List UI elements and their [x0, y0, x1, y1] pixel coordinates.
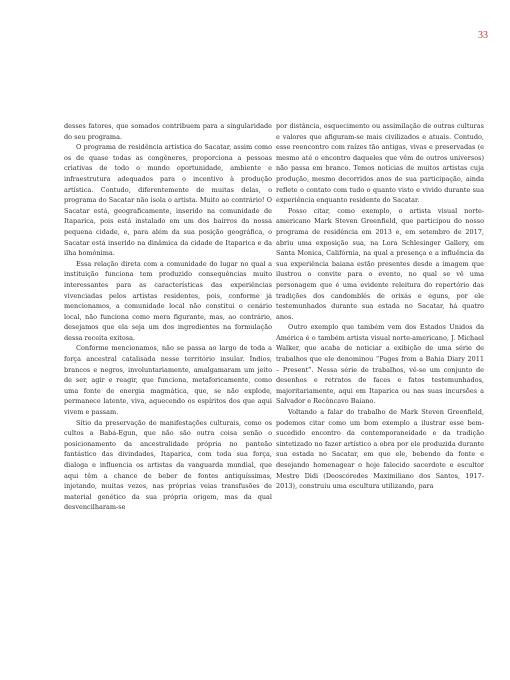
paragraph: Conforme mencionamos, não se passa ao largo de toda a força ancestral catalisada nesse território insular. Índios, brancos e negros, involuntariamente, amalgamaram um jeito de ser, agir e reagir, que funciona, metaforicamente, como uma fonte de energia magmática, que, se não explode, permanece latente, viva, aquecendo os espíritos dos que aqui vivem e passam.	[64, 344, 272, 417]
paragraph: Sítio da preservação de manifestações culturais, como os cultos a Babá-Egun, que não são outra coisa senão o posicionamento da ancestralidade própria no panteão fantástico das divindades, Itaparica, com toda sua força, dialoga e influencia os artistas da vanguarda mundial, que aqui têm a chance de beber de fontes antiquíssimas, injetando, muitas vezes, nas próprias veias transfusões de material genético da sua própria origem, mas da qual desvencilharam-se	[64, 418, 272, 512]
paragraph: Posso citar, como exemplo, o artista visual norte-americano Mark Steven Greenfield, que participou do nosso programa de residência em 2013 e, em setembro de 2017, abriu uma exposição sua, na Lora Schlesinger Gallery, em Santa Monica, Califórnia, na qual a presença e a influência da sua experiência baiana estão presentes desde a imagem que ilustrou o convite para o evento, no qual se vê uma personagem que é uma evidente releitura do repertório das tradições dos candomblés de orixás e eguns, por ele testemunhados durante sua estada no Sacatar, há quatro anos.	[276, 206, 484, 321]
paragraph: desses fatores, que somados contribuem para a singularidade do seu programa.	[64, 122, 272, 141]
left-column	[64, 121, 272, 513]
paragraph: por distância, esquecimento ou assimilação de outras culturas e valores que afiguram-se mais civilizados e atuais. Contudo, esse reencontro com raízes tão antigas, vivas e preservadas (e mesmo até o encontro daqueles que vêm de outros universos) não passa em branco. Temos notícias de muitos artistas cuja produção, mesmo decorridos anos de sua participação, ainda reflete o contato com tudo o quanto visto e vivido durante sua experiência enquanto residente do Sacatar.	[276, 122, 484, 205]
paragraph: Voltando a falar do trabalho de Mark Steven Greenfield, podemos citar como um bom exemplo a ilustrar esse bem-sucedido encontro da contemporaneidade e da tradição sintetizado no fazer artístico a obra por ele produzida durante sua estada no Sacatar, em que ele, bebendo da fonte e desejando homenagear o hoje falecido sacerdote e escultor Mestre Didi (Deoscóredes Maximiliano dos Santos, 1917-2013), construiu uma escultura utilizando, para	[276, 408, 484, 491]
paragraph: Essa relação direta com a comunidade do lugar no qual a instituição funciona tem produzido consequências muito interessantes para as características das experiências vivenciadas pelos artistas residentes, pois, conforme já mencionamos, a comunidade local não constitui o cenário local, não funciona como mera figurante, mas, ao contrário, desejamos que ela seja um dos ingredientes na formulação dessa receita exitosa.	[64, 259, 272, 342]
paragraph: O programa de residência artística do Sacatar, assim como os de quase todas as congêneres, proporciona a pessoas criativas de todo o mundo oportunidade, ambiente e infraestrutura adequados para o incentivo à produção artística. Contudo, diferentemente de muitas delas, o programa do Sacatar não isola o artista. Muito ao contrário! O Sacatar está, geograficamente, inserido na comunidade de Itaparica, pois está instalado em um dos bairros da nossa pequena cidade, e, para além da sua posição geográfica, o Sacatar está inserido na dinâmica da cidade de Itaparica e da ilha homônima.	[64, 143, 272, 258]
paragraph: Outro exemplo que também vem dos Estados Unidos da América é o também artista visual norte-americano, J. Michael Walker, que acaba de noticiar a exibição de uma série de trabalhos que ele denominou “Pages from a Bahia Diary 2011 – Present”. Nessa série de trabalhos, vê-se um conjunto de desenhos e retratos de faces e fatos testemunhados, majoritariamente, aqui em Itaparica ou nas suas incursões a Salvador e Recôncavo Baiano.	[276, 323, 484, 406]
right-column	[276, 121, 484, 492]
page-number: 33	[478, 30, 488, 41]
